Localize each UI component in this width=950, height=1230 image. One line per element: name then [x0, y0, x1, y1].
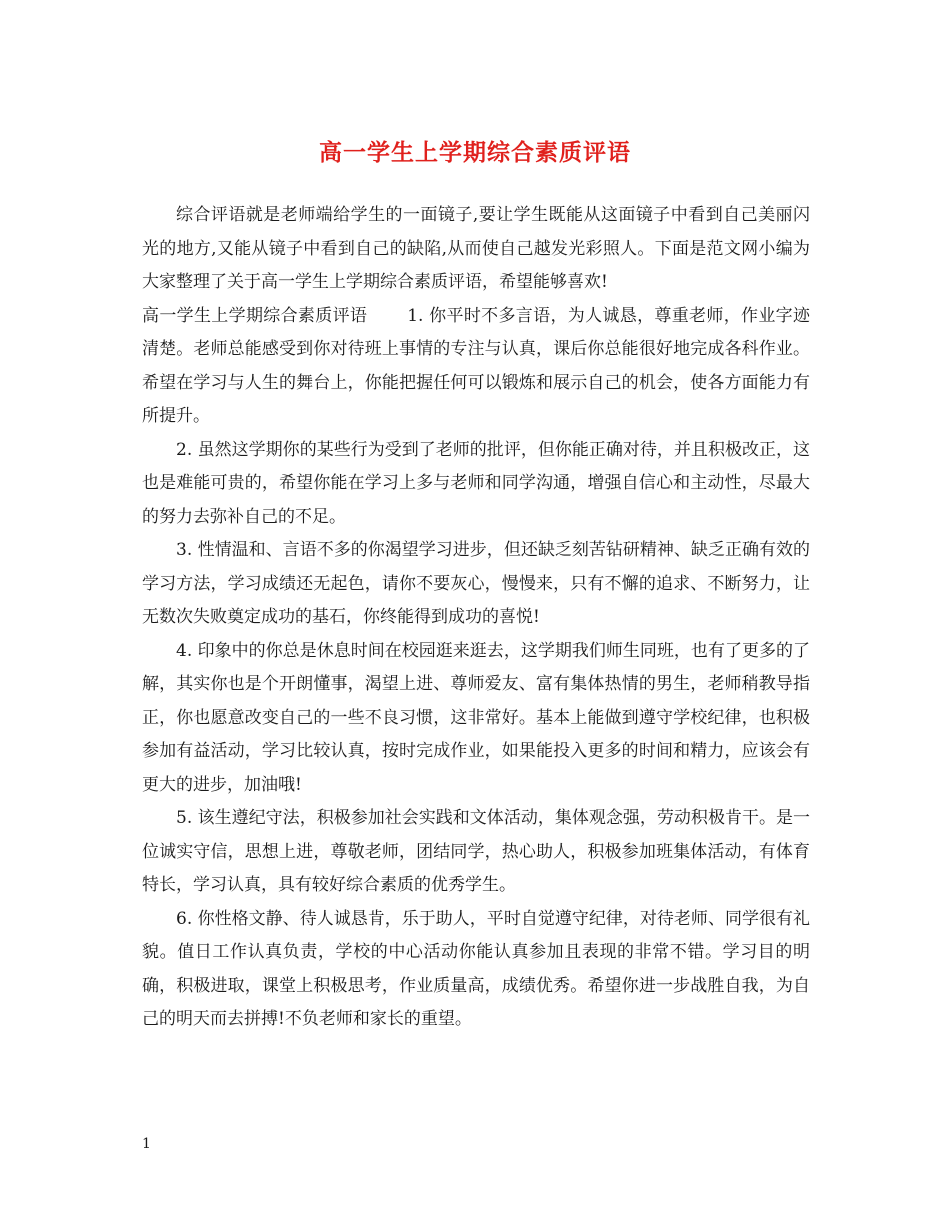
section-heading: 高一学生上学期综合素质评语 [142, 305, 368, 326]
comment-item-6: 6. 你性格文静、待人诚恳肯，乐于助人，平时自觉遵守纪律，对待老师、同学很有礼貌。值日工作认真负责，学校的中心活动你能认真参加且表现的非常不错。学习目的明确，积极进取，课堂上积极思考，作业质量高，成绩优秀。希望你进一步战胜自我，为自己的明天而去拼搏!不负老师和家长的重望。 [142, 908, 810, 1029]
comment-item-1: 1. 你平时不多言语，为人诚恳，尊重老师，作业字迹清楚。老师总能感受到你对待班上事情的专注与认真，课后你总能很好地完成各科作业。希望在学习与人生的舞台上，你能把握任何可以锻炼和展示自己的机会，使各方面能力有所提升。 [142, 305, 811, 426]
page-number: 1 [142, 1136, 151, 1152]
comment-item-5: 5. 该生遵纪守法，积极参加社会实践和文体活动，集体观念强，劳动积极肯干。是一位诚实守信，思想上进，尊敬老师，团结同学，热心助人，积极参加班集体活动，有体育特长，学习认真，具有较好综合素质的优秀学生。 [142, 808, 810, 895]
document-body [142, 199, 810, 1037]
document-title: 高一学生上学期综合素质评语 [319, 139, 631, 166]
comment-item-3: 3. 性情温和、言语不多的你渴望学习进步，但还缺乏刻苦钻研精神、缺乏正确有效的学习方法，学习成绩还无起色，请你不要灰心，慢慢来，只有不懈的追求、不断努力，让无数次失败奠定成功的基石，你终能得到成功的喜悦! [142, 540, 810, 627]
intro-paragraph: 综合评语就是老师端给学生的一面镜子,要让学生既能从这面镜子中看到自己美丽闪光的地方,又能从镜子中看到自己的缺陷,从而使自己越发光彩照人。下面是范文网小编为大家整理了关于高一学生上学期综合素质评语，希望能够喜欢! [142, 205, 810, 292]
comment-item-2: 2. 虽然这学期你的某些行为受到了老师的批评，但你能正确对待，并且积极改正，这也是难能可贵的，希望你能在学习上多与老师和同学沟通，增强自信心和主动性，尽最大的努力去弥补自己的不足。 [142, 439, 810, 527]
comment-item-4: 4. 印象中的你总是休息时间在校园逛来逛去，这学期我们师生同班，也有了更多的了解，其实你也是个开朗懂事，渴望上进、尊师爱友、富有集体热情的男生，老师稍教导指正，你也愿意改变自己的一些不良习惯，这非常好。基本上能做到遵守学校纪律，也积极参加有益活动，学习比较认真，按时完成作业，如果能投入更多的时间和精力，应该会有更大的进步，加油哦! [142, 640, 810, 795]
heading-and-item-1 [142, 300, 810, 434]
